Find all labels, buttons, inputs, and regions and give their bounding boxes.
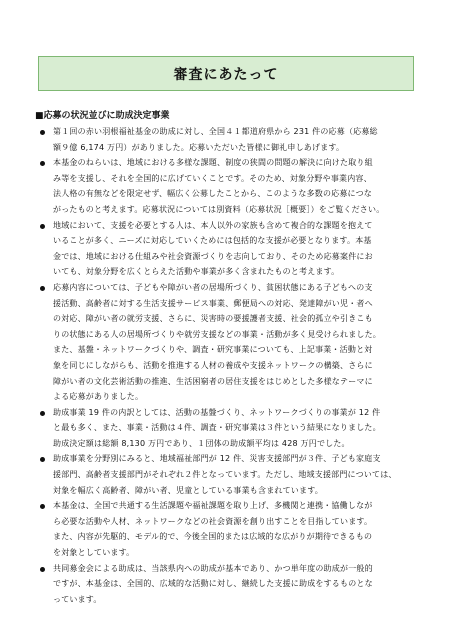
text-run: ですが、本基金は、全国的、広域的な活動に対し、継続した支援に助成をするものとな (53, 579, 373, 589)
text-run: 金では、地域における仕組みや社会資源づくりを志向しており、そのため応募案件にお (53, 251, 373, 261)
text-run: っています。 (53, 594, 102, 604)
text-run: 地域において、支援を必要とする人は、本人以外の家族も含めて複合的な課題を抱えて (53, 220, 373, 230)
text-run: と最も多く、また、事業・活動は４件、調査・研究事業は３件という結果になりました。 (53, 423, 381, 433)
bullet-icon (40, 504, 45, 509)
text-line (53, 327, 419, 343)
bullet-icon (40, 286, 45, 291)
text-line (53, 311, 419, 327)
text-run: 援活動、高齢者に対する生活支援サービス事業、郵便局への対応、発達障がい児・者へ (53, 298, 373, 308)
text-run: 応募内容については、子どもや障がい者の居場所づくり、貧困状態にある子どもへの支 (53, 282, 373, 292)
text-line (53, 233, 419, 249)
text-run: いることが多く、ニーズに対応していくためには包括的な支援が必要となります。本基 (53, 236, 372, 246)
bullet-icon (40, 411, 45, 416)
text-run: 第１回の赤い羽根福祉基金の助成に対し、全国４１都道府県から 231 件の応募（応募総 (53, 127, 378, 136)
text-run: 援部門、高齢者支援部門がそれぞれ２件となっています。ただし、地域支援部門については、 (53, 470, 397, 480)
text-run: また、内容が先駆的、モデル的で、今後全国的または広域的な広がりが期待できるもの (53, 532, 373, 542)
text-run: 本基金のねらいは、地域における多様な課題、制度の狭間の問題の解決に向けた取り組 (53, 158, 373, 168)
text-line (53, 576, 419, 592)
text-line (53, 374, 419, 390)
text-run: 額９億 6,174 万円）がありました。応募いただいた皆様に御礼申しあげます。 (53, 142, 345, 152)
text-run: よる応募がありました。 (53, 392, 144, 402)
bullet-icon (40, 161, 45, 166)
bullet-icon (40, 130, 45, 135)
text-run: 共同募金会による助成は、当該県内への助成が基本であり、かつ単年度の助成が一般的 (53, 563, 373, 573)
text-line (53, 202, 419, 218)
text-line (53, 155, 419, 171)
text-run: 障がい者の文化芸術活動の推進、生活困窮者の居住支援をはじめとした多様なテーマに (53, 376, 373, 386)
bullet-paragraph (35, 280, 419, 405)
text-line (53, 342, 419, 358)
text-run: を対象としています。 (53, 548, 135, 558)
text-line (53, 358, 419, 374)
text-line (53, 498, 419, 514)
bullet-icon (40, 224, 45, 229)
text-run: 対象を幅広く高齢者、障がい者、児童としている事業も含まれています。 (53, 485, 323, 495)
title-banner (38, 56, 414, 91)
bullet-icon (40, 457, 45, 462)
text-line (53, 249, 419, 265)
text-line (53, 420, 419, 436)
text-line (53, 296, 419, 312)
text-run: ら必要な活動や人材、ネットワークなどの社会資源を創り出すことを目指しています。 (53, 516, 373, 526)
text-line (53, 186, 419, 202)
bullet-paragraph (35, 218, 419, 280)
text-run: いても、対象分野を広くとらえた活動や事業が多く含まれたものと考えます。 (53, 267, 340, 277)
bullet-paragraph (35, 405, 419, 452)
text-run: りの状態にある人の居場所づくりや就労支援などの事業・活動が多く見受けられました。 (53, 329, 381, 339)
text-run: また、基盤・ネットワークづくりや、調査・研究事業についても、上記事業・活動と対 (53, 345, 373, 355)
text-run: み等を支援し、それを全国的に広げていくことです。そのため、対象分野や事業内容、 (53, 173, 372, 183)
bullet-paragraph (35, 451, 419, 498)
text-run: 法人格の有無などを限定せず、幅広く公募したことから、このような多数の応募につな (53, 189, 372, 199)
text-run: がったものと考えます。応募状況については別資料（応募状況［概要］）をご覧ください。 (53, 204, 385, 214)
text-line (53, 218, 419, 234)
text-line (53, 467, 419, 483)
text-run: 象を同じにしながらも、活動を推進する人材の養成や支援ネットワークの構築、さらに (53, 360, 373, 370)
bullet-paragraph (35, 124, 419, 155)
text-line (53, 436, 419, 452)
text-line (53, 529, 419, 545)
bullet-paragraph (35, 561, 419, 608)
page-title: 審査にあたって (173, 66, 279, 83)
text-run: の対応、障がい者の就労支援、さらに、災害時の要援護者支援、社会的孤立や引きこも (53, 314, 373, 324)
text-run: 助成事業を分野別にみると、地域福祉部門が 12 件、災害支援部門が３件、子ども家庭支 (53, 454, 381, 464)
bullet-list (35, 124, 419, 607)
bullet-icon (40, 567, 45, 572)
text-line (53, 514, 419, 530)
text-run: 本基金は、全国で共通する生活課題や福祉課題を取り上げ、多機関と連携・協働しなが (53, 501, 373, 511)
text-line (53, 483, 419, 499)
bullet-paragraph (35, 498, 419, 560)
section-heading: ■応募の状況並びに助成決定事業 (35, 111, 170, 121)
text-line (53, 405, 419, 421)
text-line (53, 124, 419, 140)
text-line (53, 171, 419, 187)
text-line (53, 140, 419, 156)
text-line (53, 280, 419, 296)
text-line (53, 264, 419, 280)
text-line (53, 389, 419, 405)
bullet-paragraph (35, 155, 419, 217)
text-line (53, 561, 419, 577)
text-line (53, 451, 419, 467)
text-line (53, 592, 419, 608)
text-run: 助成決定額は総額 8,130 万円であり、１団体の助成額平均は 428 万円でした。 (53, 438, 350, 448)
text-run: 助成事業 19 件の内訳としては、活動の基盤づくり、ネットワークづくりの事業が 12 件 (53, 407, 381, 417)
text-line (53, 545, 419, 561)
